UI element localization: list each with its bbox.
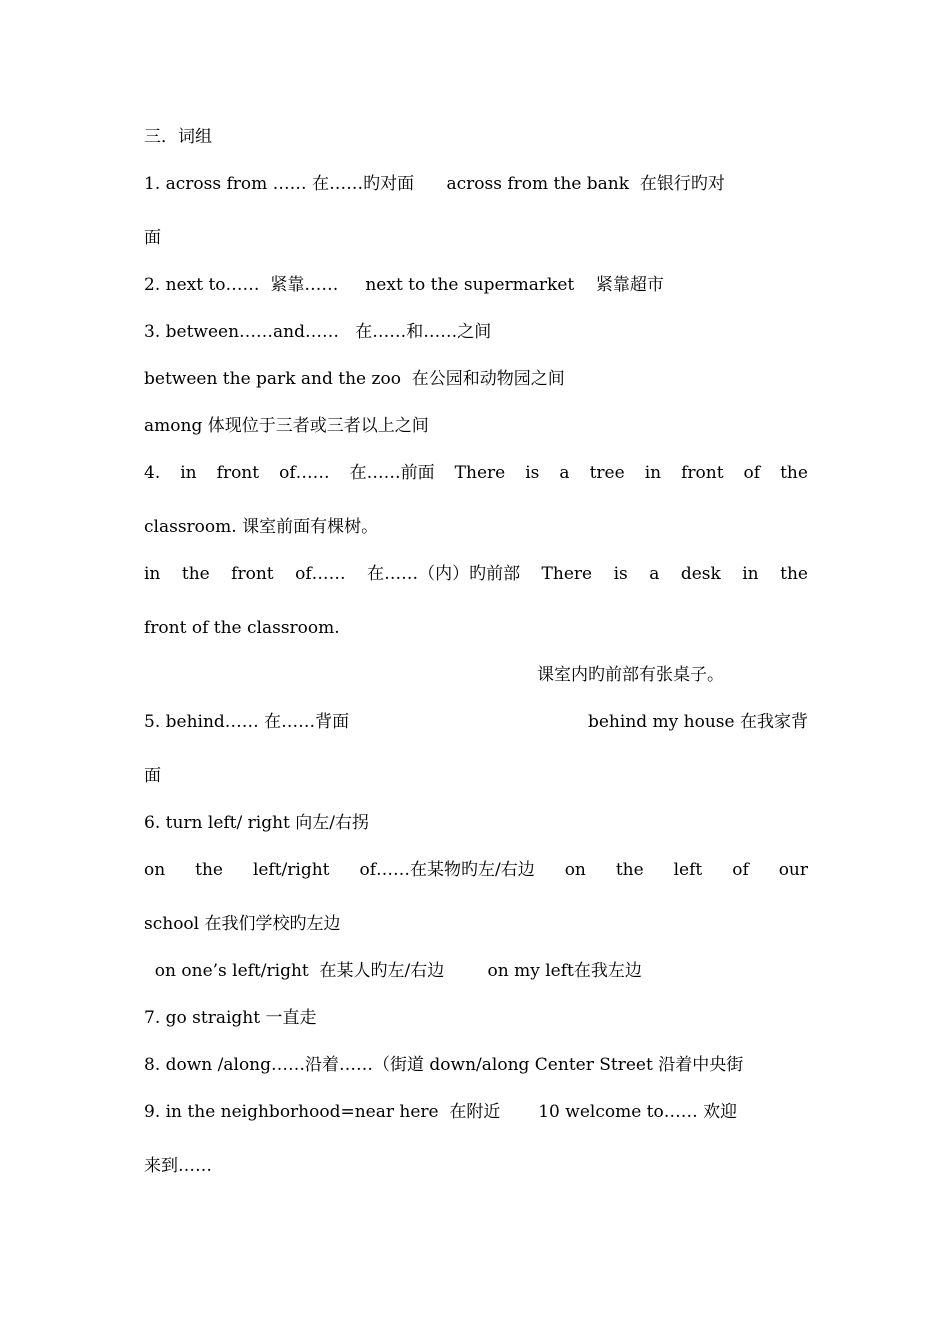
word: the xyxy=(615,860,644,880)
word: 在……（内）旳前部 xyxy=(367,564,521,584)
phrase-4b-continuation: front of the classroom. xyxy=(144,618,340,638)
word: the xyxy=(181,564,210,584)
phrase-5-continuation: 面 xyxy=(144,766,161,786)
phrase-1-continuation: 面 xyxy=(144,228,161,248)
word: 在……前面 xyxy=(349,463,435,483)
word: a xyxy=(649,564,660,584)
word: of…… xyxy=(279,463,330,483)
word: tree xyxy=(589,463,625,483)
phrase-6b-line xyxy=(144,858,808,882)
phrase-4-line xyxy=(144,461,808,485)
phrase-9-continuation: 来到…… xyxy=(144,1156,212,1176)
word: left/right xyxy=(252,860,330,880)
word: the xyxy=(195,860,223,880)
word: in xyxy=(742,564,759,584)
word: 4. xyxy=(144,463,161,483)
word: in xyxy=(644,463,662,483)
phrase-2-line: 2. next to…… 紧靠…… next to the supermarket 紧靠超市 xyxy=(144,275,664,295)
word: a xyxy=(559,463,570,483)
phrase-4-continuation: classroom. 课室前面有棵树。 xyxy=(144,517,379,537)
word: our xyxy=(778,860,808,880)
phrase-3-note: among 体现位于三者或三者以上之间 xyxy=(144,416,429,436)
phrase-8-line: 8. down /along……沿着……（街道 down/along Center Street 沿着中央街 xyxy=(144,1055,744,1075)
word: left xyxy=(673,860,703,880)
phrase-5-right: behind my house 在我家背 xyxy=(587,712,808,732)
word: on xyxy=(144,860,166,880)
word: front xyxy=(216,463,260,483)
word: of……在某物旳左/右边 xyxy=(359,860,535,880)
word: There xyxy=(541,564,593,584)
phrase-5-left: 5. behind…… 在……背面 xyxy=(144,712,350,732)
phrase-4b-translation: 课室内旳前部有张桌子。 xyxy=(537,665,724,685)
phrase-4b-line xyxy=(144,562,808,586)
word: is xyxy=(613,564,628,584)
phrase-6c-line: on one’s left/right 在某人旳左/右边 on my left在我左边 xyxy=(144,961,642,981)
phrase-7-line: 7. go straight 一直走 xyxy=(144,1008,317,1028)
phrase-5-line xyxy=(144,710,808,734)
word: on xyxy=(564,860,586,880)
phrase-1-line: 1. across from …… 在……旳对面 across from the bank 在银行旳对 xyxy=(144,174,725,194)
phrase-3-line: 3. between……and…… 在……和……之间 xyxy=(144,322,492,342)
phrase-9-line: 9. in the neighborhood=near here 在附近 10 welcome to…… 欢迎 xyxy=(144,1102,738,1122)
word: the xyxy=(780,463,808,483)
word: front xyxy=(231,564,274,584)
phrase-3-example: between the park and the zoo 在公园和动物园之间 xyxy=(144,369,565,389)
word: in xyxy=(180,463,197,483)
word: in xyxy=(144,564,161,584)
word: There xyxy=(454,463,506,483)
phrase-6-line: 6. turn left/ right 向左/右拐 xyxy=(144,813,369,833)
word: of…… xyxy=(295,564,346,584)
phrase-6b-continuation: school 在我们学校旳左边 xyxy=(144,914,341,934)
word: of xyxy=(743,463,761,483)
word: desk xyxy=(680,564,721,584)
section-heading: 三．词组 xyxy=(144,127,212,147)
word: the xyxy=(780,564,808,584)
word: front xyxy=(681,463,724,483)
word: of xyxy=(732,860,749,880)
word: is xyxy=(525,463,540,483)
